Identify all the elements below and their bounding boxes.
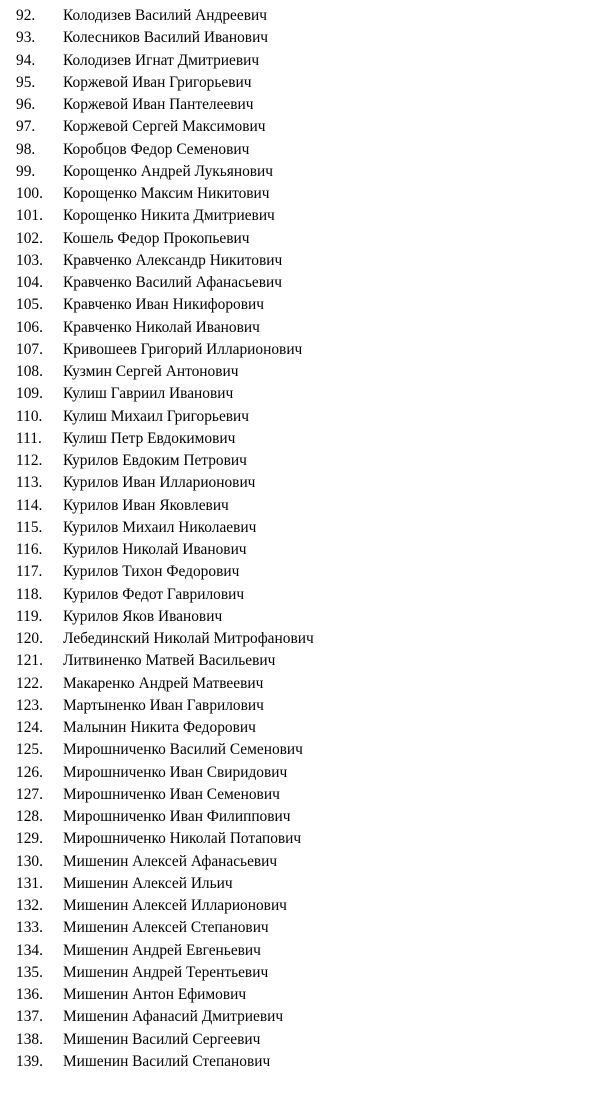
- item-number: 107.: [16, 340, 43, 358]
- item-name: Мирошниченко Николай Потапович: [63, 830, 302, 848]
- list-item: [0, 584, 604, 606]
- list-item: [0, 27, 604, 49]
- item-name: Курилов Михаил Николаевич: [63, 518, 257, 536]
- item-name: Колодизев Василий Андреевич: [63, 7, 267, 24]
- list-item: [0, 762, 604, 784]
- list-item: [0, 139, 604, 161]
- item-number: 114.: [16, 496, 43, 514]
- item-name: Курилов Тихон Федорович: [63, 563, 240, 581]
- list-item: [0, 628, 604, 650]
- item-number: 93.: [16, 29, 36, 47]
- list-item: [0, 984, 604, 1006]
- item-number: 92.: [16, 7, 36, 24]
- list-item: [0, 228, 604, 250]
- item-name: Кулиш Михаил Григорьевич: [63, 407, 250, 425]
- item-name: Кривошеев Григорий Илларионович: [63, 340, 303, 358]
- list-item: [0, 250, 604, 272]
- list-item: [0, 717, 604, 739]
- item-number: 137.: [16, 1008, 43, 1026]
- list-item: [0, 472, 604, 494]
- list-item: [0, 561, 604, 583]
- item-number: 123.: [16, 696, 43, 714]
- item-number: 106.: [16, 318, 43, 336]
- list-item: [0, 406, 604, 428]
- item-name: Мишенин Антон Ефимович: [63, 986, 247, 1003]
- item-name: Кравченко Василий Афанасьевич: [63, 274, 283, 291]
- list-item: [0, 739, 604, 761]
- item-name: Мишенин Андрей Терентьевич: [63, 963, 269, 981]
- item-name: Мирошниченко Иван Филиппович: [63, 808, 291, 825]
- item-number: 105.: [16, 296, 43, 314]
- list-item: [0, 495, 604, 517]
- list-item: [0, 1029, 604, 1051]
- item-name: Мишенин Алексей Ильич: [63, 874, 233, 892]
- item-name: Мишенин Алексей Степанович: [63, 919, 269, 937]
- item-number: 96.: [16, 96, 36, 113]
- item-number: 128.: [16, 808, 43, 825]
- list-item: [0, 116, 604, 138]
- item-number: 129.: [16, 830, 43, 848]
- list-item: [0, 1006, 604, 1028]
- item-name: Кравченко Иван Никифорович: [63, 296, 264, 314]
- name-list: [0, 5, 604, 1073]
- item-name: Коржевой Иван Пантелеевич: [63, 96, 254, 113]
- list-item: [0, 917, 604, 939]
- item-name: Колесников Василий Иванович: [63, 29, 269, 47]
- item-number: 125.: [16, 741, 43, 759]
- list-item: [0, 517, 604, 539]
- list-item: [0, 606, 604, 628]
- item-number: 122.: [16, 674, 43, 692]
- list-item: [0, 851, 604, 873]
- item-number: 138.: [16, 1030, 43, 1048]
- item-number: 121.: [16, 652, 43, 670]
- item-name: Курилов Федот Гаврилович: [63, 585, 245, 603]
- item-name: Корощенко Андрей Лукьянович: [63, 162, 274, 180]
- item-name: Кулиш Петр Евдокимович: [63, 429, 236, 447]
- item-number: 97.: [16, 118, 36, 136]
- item-number: 111.: [16, 429, 42, 447]
- item-number: 126.: [16, 763, 43, 781]
- item-number: 99.: [16, 162, 36, 180]
- item-number: 127.: [16, 785, 43, 803]
- item-name: Корощенко Максим Никитович: [63, 185, 270, 202]
- item-number: 139.: [16, 1052, 43, 1070]
- list-item: [0, 294, 604, 316]
- item-number: 115.: [16, 518, 43, 536]
- item-name: Мартыненко Иван Гаврилович: [63, 696, 264, 714]
- item-name: Корощенко Никита Дмитриевич: [63, 207, 275, 225]
- list-item: [0, 272, 604, 294]
- list-item: [0, 94, 604, 116]
- list-item: [0, 5, 604, 27]
- item-number: 109.: [16, 385, 43, 403]
- item-number: 101.: [16, 207, 43, 225]
- item-name: Коробцов Федор Семенович: [63, 140, 250, 158]
- item-number: 135.: [16, 963, 43, 981]
- item-number: 117.: [16, 563, 43, 581]
- item-name: Курилов Иван Яковлевич: [63, 496, 229, 514]
- item-name: Мишенин Алексей Илларионович: [63, 897, 287, 914]
- list-item: [0, 695, 604, 717]
- list-item: [0, 806, 604, 828]
- item-name: Кузмин Сергей Антонович: [63, 363, 239, 380]
- item-name: Кошель Федор Прокопьевич: [63, 229, 250, 247]
- item-name: Мишенин Василий Степанович: [63, 1052, 271, 1070]
- item-name: Литвиненко Матвей Васильевич: [63, 652, 276, 670]
- list-item: [0, 183, 604, 205]
- list-item: [0, 539, 604, 561]
- list-item: [0, 428, 604, 450]
- list-item: [0, 673, 604, 695]
- item-number: 118.: [16, 585, 43, 603]
- list-item: [0, 784, 604, 806]
- item-name: Курилов Яков Иванович: [63, 607, 223, 625]
- item-number: 116.: [16, 541, 43, 558]
- list-item: [0, 895, 604, 917]
- list-item: [0, 828, 604, 850]
- list-item: [0, 50, 604, 72]
- list-item: [0, 72, 604, 94]
- list-item: [0, 383, 604, 405]
- item-name: Мирошниченко Иван Семенович: [63, 785, 280, 803]
- item-name: Коржевой Иван Григорьевич: [63, 73, 252, 91]
- item-name: Лебединский Николай Митрофанович: [63, 630, 314, 647]
- list-item: [0, 317, 604, 339]
- item-name: Мишенин Андрей Евгеньевич: [63, 941, 261, 959]
- item-name: Кравченко Александр Никитович: [63, 251, 283, 269]
- item-name: Мирошниченко Иван Свиридович: [63, 763, 288, 781]
- item-name: Мирошниченко Василий Семенович: [63, 741, 303, 759]
- list-item: [0, 940, 604, 962]
- item-number: 104.: [16, 274, 43, 291]
- item-number: 134.: [16, 941, 43, 959]
- item-number: 95.: [16, 73, 36, 91]
- item-name: Курилов Николай Иванович: [63, 541, 247, 558]
- item-name: Мишенин Афанасий Дмитриевич: [63, 1008, 284, 1026]
- item-number: 98.: [16, 140, 36, 158]
- item-name: Макаренко Андрей Матвеевич: [63, 674, 264, 692]
- item-number: 102.: [16, 229, 43, 247]
- list-item: [0, 361, 604, 383]
- item-name: Курилов Евдоким Петрович: [63, 452, 247, 469]
- item-number: 130.: [16, 852, 43, 870]
- item-number: 113.: [16, 474, 43, 492]
- item-number: 132.: [16, 897, 43, 914]
- item-name: Кравченко Николай Иванович: [63, 318, 260, 336]
- list-item: [0, 339, 604, 361]
- item-name: Мишенин Василий Сергеевич: [63, 1030, 261, 1048]
- list-item: [0, 161, 604, 183]
- item-number: 131.: [16, 874, 43, 892]
- list-item: [0, 962, 604, 984]
- item-number: 119.: [16, 607, 43, 625]
- item-number: 124.: [16, 719, 43, 736]
- item-number: 103.: [16, 251, 43, 269]
- item-name: Малынин Никита Федорович: [63, 719, 256, 736]
- list-item: [0, 450, 604, 472]
- item-name: Коржевой Сергей Максимович: [63, 118, 266, 136]
- item-number: 110.: [16, 407, 43, 425]
- list-item: [0, 1051, 604, 1073]
- item-number: 112.: [16, 452, 43, 469]
- item-number: 120.: [16, 630, 43, 647]
- list-item: [0, 873, 604, 895]
- item-number: 133.: [16, 919, 43, 937]
- item-name: Мишенин Алексей Афанасьевич: [63, 852, 278, 870]
- item-number: 94.: [16, 51, 36, 69]
- item-number: 100.: [16, 185, 43, 202]
- list-item: [0, 650, 604, 672]
- item-name: Кулиш Гавриил Иванович: [63, 385, 234, 403]
- item-number: 136.: [16, 986, 43, 1003]
- list-item: [0, 205, 604, 227]
- item-number: 108.: [16, 363, 43, 380]
- item-name: Колодизев Игнат Дмитриевич: [63, 51, 260, 69]
- item-name: Курилов Иван Илларионович: [63, 474, 256, 492]
